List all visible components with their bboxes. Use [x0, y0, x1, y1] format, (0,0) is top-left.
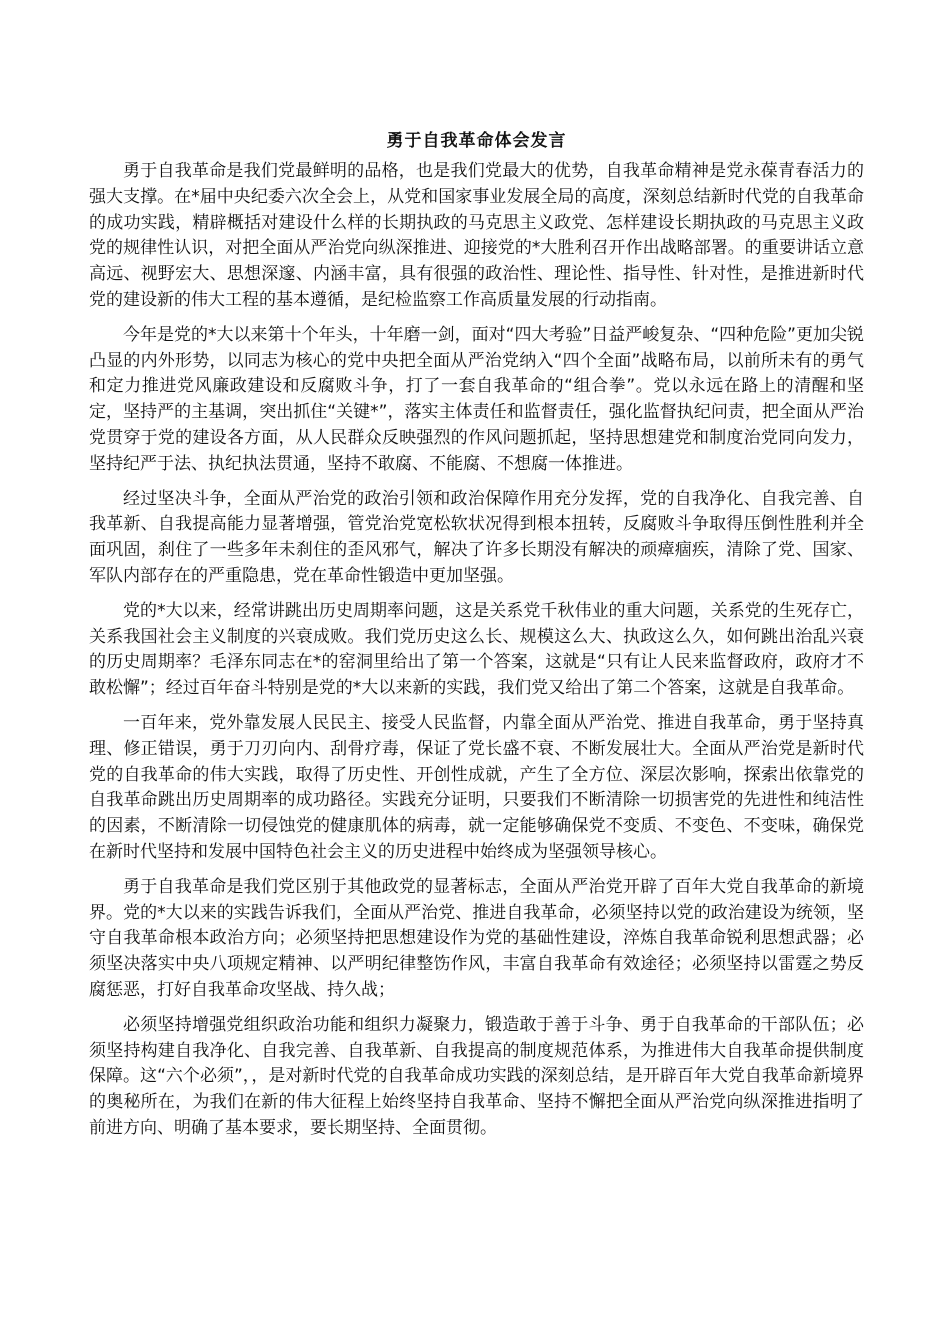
paragraph-7: 必须坚持增强党组织政治功能和组织力凝聚力，锻造敢于善于斗争、勇于自我革命的干部队伍；必须坚持构建自我净化、自我完善、自我革新、自我提高的制度规范体系，为推进伟大自我革命提供制度保障。这“六个必须”，，是对新时代党的自我革命成功实践的深刻总结，是开辟百年大党自我革命新境界的奥秘所在，为我们在新的伟大征程上始终坚持自我革命、坚持不懈把全面从严治党向纵深推进指明了前进方向、明确了基本要求，要长期坚持、全面贯彻。 — [89, 1014, 864, 1138]
paragraph-3: 经过坚决斗争，全面从严治党的政治引领和政治保障作用充分发挥，党的自我净化、自我完善、自我革新、自我提高能力显著增强，管党治党宽松软状况得到根本扭转，反腐败斗争取得压倒性胜利并全面巩固，刹住了一些多年未刹住的歪风邪气，解决了许多长期没有解决的顽瘴痼疾，清除了党、国家、军队内部存在的严重隐患，党在革命性锻造中更加坚强。 — [89, 488, 864, 586]
document-title: 勇于自我革命体会发言 — [386, 131, 567, 151]
paragraph-2: 今年是党的*大以来第十个年头，十年磨一剑，面对“四大考验”日益严峻复杂、“四种危险”更加尖锐凸显的内外形势，以同志为核心的党中央把全面从严治党纳入“四个全面”战略布局，以前所未有的勇气和定力推进党风廉政建设和反腐败斗争，打了一套自我革命的“组合拳”。党以永远在路上的清醒和坚定，坚持严的主基调，突出抓住“关键*”，落实主体责任和监督责任，强化监督执纪问责，把全面从严治党贯穿于党的建设各方面，从人民群众反映强烈的作风问题抓起，坚持思想建党和制度治党同向发力，坚持纪严于法、执纪执法贯通，坚持不敢腐、不能腐、不想腐一体推进。 — [89, 324, 864, 474]
paragraph-1: 勇于自我革命是我们党最鲜明的品格，也是我们党最大的优势，自我革命精神是党永葆青春活力的强大支撑。在*届中央纪委六次全会上，从党和国家事业发展全局的高度，深刻总结新时代党的自我革命的成功实践，精辟概括对建设什么样的长期执政的马克思主义政党、怎样建设长期执政的马克思主义政党的规律性认识，对把全面从严治党向纵深推进、迎接党的*大胜利召开作出战略部署。的重要讲话立意高远、视野宏大、思想深邃、内涵丰富，具有很强的政治性、理论性、指导性、针对性，是推进新时代党的建设新的伟大工程的基本遵循，是纪检监察工作高质量发展的行动指南。 — [89, 161, 864, 310]
paragraph-5: 一百年来，党外靠发展人民民主、接受人民监督，内靠全面从严治党、推进自我革命，勇于坚持真理、修正错误，勇于刀刃向内、刮骨疗毒，保证了党长盛不衰、不断发展壮大。全面从严治党是新时代党的自我革命的伟大实践，取得了历史性、开创性成就，产生了全方位、深层次影响，探索出依靠党的自我革命跳出历史周期率的成功路径。实践充分证明，只要我们不断清除一切损害党的先进性和纯洁性的因素，不断清除一切侵蚀党的健康肌体的病毒，就一定能够确保党不变质、不变色、不变味，确保党在新时代坚持和发展中国特色社会主义的历史进程中始终成为坚强领导核心。 — [89, 712, 864, 862]
paragraph-6: 勇于自我革命是我们党区别于其他政党的显著标志，全面从严治党开辟了百年大党自我革命的新境界。党的*大以来的实践告诉我们，全面从严治党、推进自我革命，必须坚持以党的政治建设为统领，坚守自我革命根本政治方向；必须坚持把思想建设作为党的基础性建设，淬炼自我革命锐利思想武器；必须坚决落实中央八项规定精神、以严明纪律整饬作风，丰富自我革命有效途径；必须坚持以雷霆之势反腐惩恶，打好自我革命攻坚战、持久战； — [89, 876, 864, 1000]
document-body — [89, 128, 864, 1151]
paragraph-4: 党的*大以来，经常讲跳出历史周期率问题，这是关系党千秋伟业的重大问题，关系党的生死存亡，关系我国社会主义制度的兴衰成败。我们党历史这么长、规模这么大、执政这么久，如何跳出治乱兴衰的历史周期率？毛泽东同志在*的窑洞里给出了第一个答案，这就是“只有让人民来监督政府，政府才不敢松懈”；经过百年奋斗特别是党的*大以来新的实践，我们党又给出了第二个答案，这就是自我革命。 — [89, 600, 864, 699]
